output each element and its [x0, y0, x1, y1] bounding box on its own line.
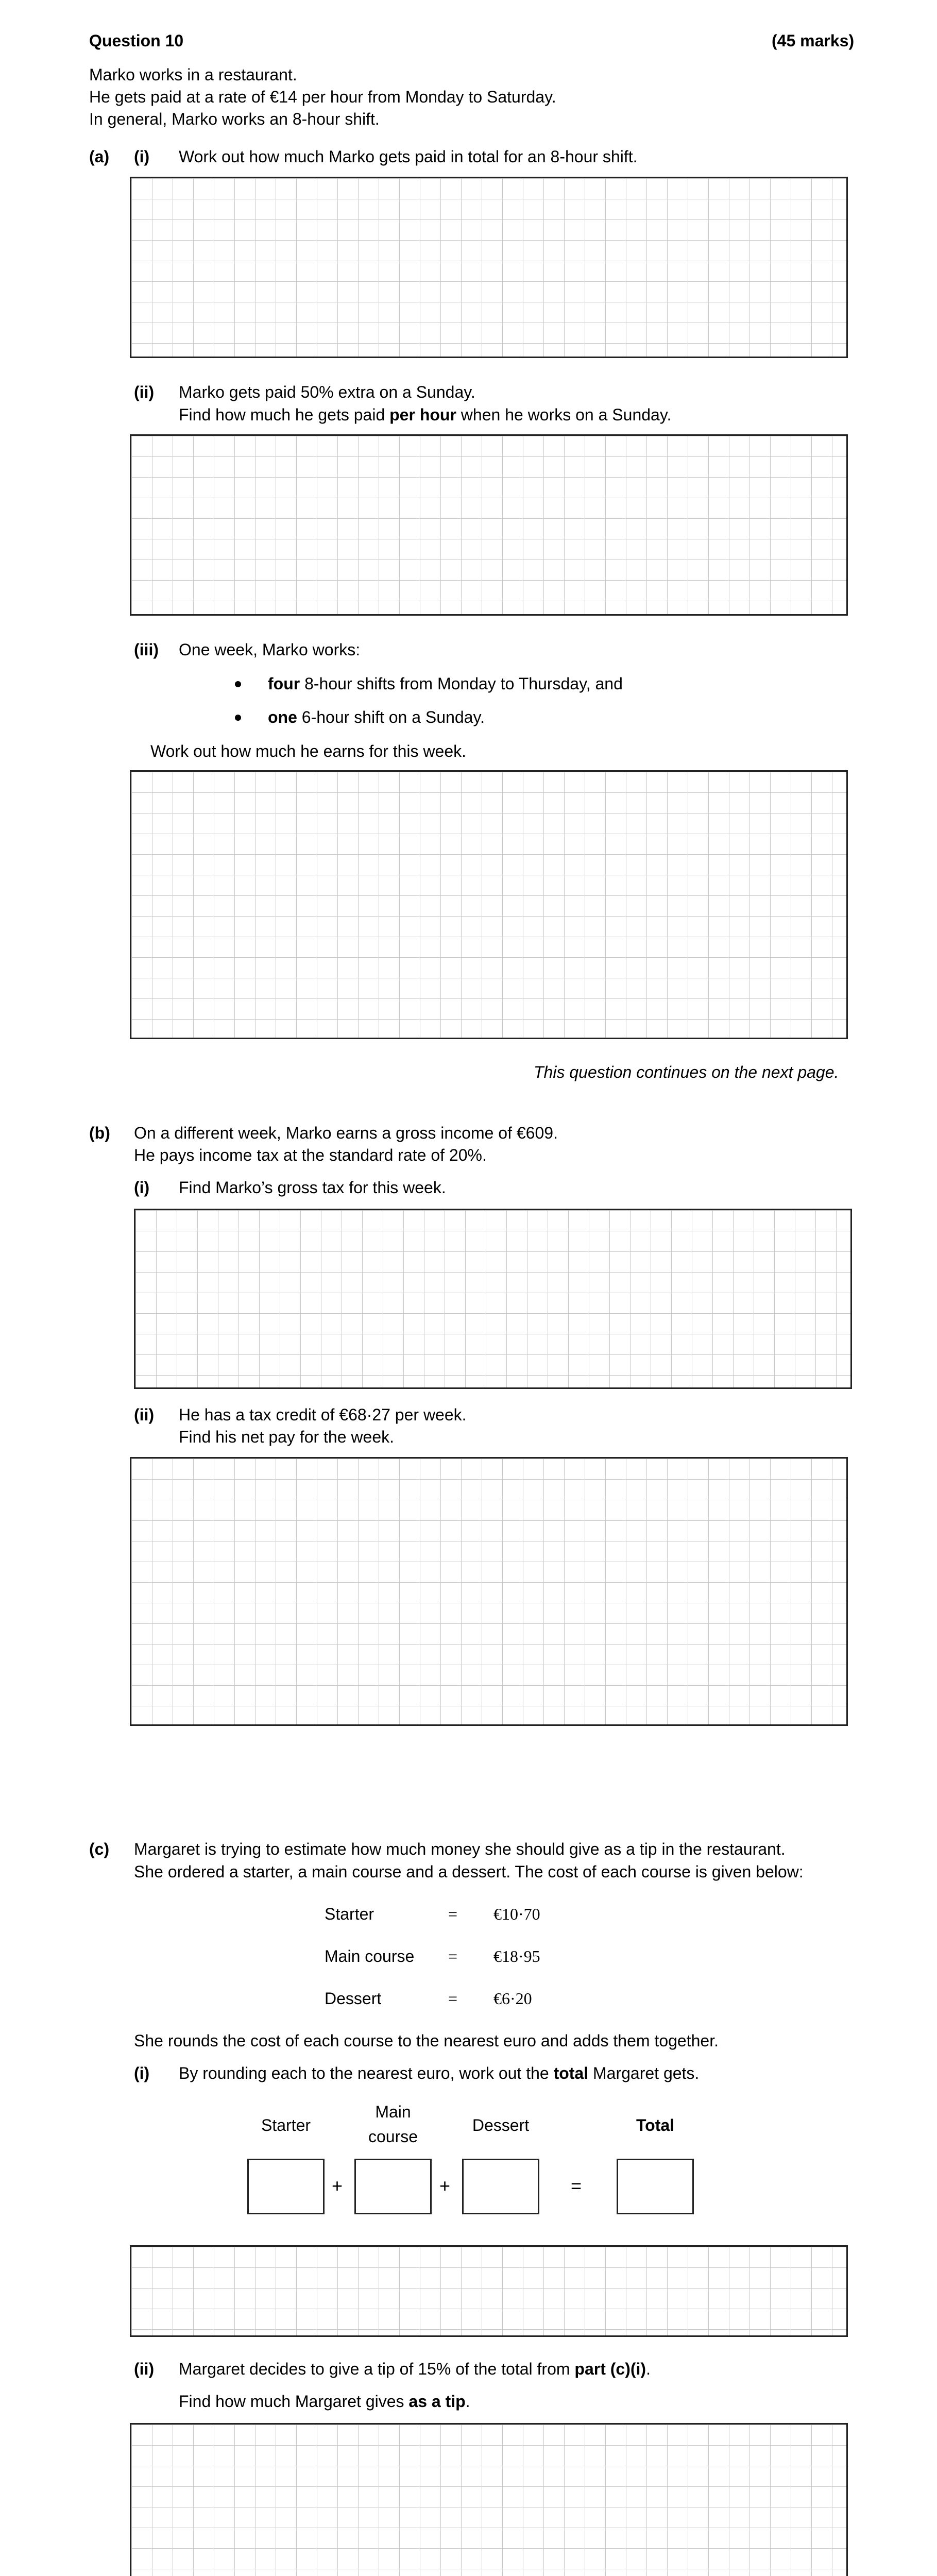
part-b-line-2: He pays income tax at the standard rate of 20%.: [134, 1146, 487, 1164]
part-a-ii-label: (ii): [134, 383, 155, 401]
header-starter: Starter: [261, 2116, 311, 2134]
header-total: Total: [636, 2116, 675, 2134]
part-c-line-1: Margaret is trying to estimate how much money she should give as a tip in the restaurant.: [134, 1840, 786, 1858]
part-b-ii-line-2: Find his net pay for the week.: [179, 1428, 394, 1446]
answer-grid-a-ii[interactable]: [130, 434, 848, 616]
intro-line-2: He gets paid at a rate of €14 per hour from Monday to Saturday.: [89, 88, 556, 106]
total-answer-box[interactable]: [617, 2159, 694, 2214]
part-c-rounding-text: She rounds the cost of each course to the nearest euro and adds them together.: [134, 2031, 719, 2050]
answer-grid-a-i[interactable]: [130, 177, 848, 358]
continue-note: This question continues on the next page.: [534, 1063, 839, 1081]
part-b-ii-label: (ii): [134, 1405, 155, 1424]
cost-name: Starter: [325, 1905, 374, 1923]
part-c-ii-label: (ii): [134, 2360, 155, 2378]
starter-answer-box[interactable]: [247, 2159, 325, 2214]
part-b-i-question: Find Marko’s gross tax for this week.: [179, 1178, 446, 1197]
part-b-line-1: On a different week, Marko earns a gross income of €609.: [134, 1124, 558, 1142]
part-a-ii-line-2: Find how much he gets paid per hour when he works on a Sunday.: [179, 405, 672, 424]
answer-grid-c-ii[interactable]: [130, 2423, 848, 2576]
answer-grid-a-iii[interactable]: [130, 770, 848, 1039]
part-c-i-label: (i): [134, 2064, 150, 2082]
equals-sign: =: [571, 2175, 582, 2196]
bullet-icon: [235, 681, 241, 687]
plus-sign: +: [332, 2175, 343, 2196]
part-a-iii-label: (iii): [134, 640, 159, 659]
header-main: Main: [375, 2103, 411, 2121]
cost-value: €18·95: [493, 1947, 540, 1965]
cost-name: Main course: [325, 1947, 415, 1965]
plus-sign: +: [439, 2175, 451, 2196]
part-c-line-2: She ordered a starter, a main course and a dessert. The cost of each course is given below:: [134, 1862, 804, 1881]
header-course: course: [368, 2127, 418, 2146]
part-a-label: (a): [89, 147, 110, 166]
part-a-iii-instruction: Work out how much he earns for this week.: [150, 742, 467, 760]
part-b-i-label: (i): [134, 1178, 150, 1197]
cost-equals: =: [448, 1989, 458, 2008]
header-dessert: Dessert: [472, 2116, 530, 2134]
dessert-answer-box[interactable]: [462, 2159, 539, 2214]
part-a-iii-bullet-2: one 6-hour shift on a Sunday.: [268, 708, 485, 726]
part-a-iii-intro: One week, Marko works:: [179, 640, 361, 659]
part-c-i-question: By rounding each to the nearest euro, work out the total Margaret gets.: [179, 2064, 700, 2082]
cost-equals: =: [448, 1905, 458, 1923]
part-c-ii-line-1: Margaret decides to give a tip of 15% of the total from part (c)(i).: [179, 2360, 651, 2378]
part-a-ii-line-1: Marko gets paid 50% extra on a Sunday.: [179, 383, 475, 401]
answer-grid-c-i[interactable]: [130, 2245, 848, 2337]
cost-value: €6·20: [493, 1989, 532, 2008]
answer-grid-b-ii[interactable]: [130, 1457, 848, 1726]
marks-total: (45 marks): [772, 31, 855, 50]
cost-value: €10·70: [493, 1905, 540, 1923]
answer-grid-b-i[interactable]: [134, 1209, 852, 1389]
cost-equals: =: [448, 1947, 458, 1965]
part-a-iii-bullet-1: four 8-hour shifts from Monday to Thursday, and: [268, 674, 623, 693]
part-b-label: (b): [89, 1124, 110, 1142]
part-a-i-question: Work out how much Marko gets paid in total for an 8-hour shift.: [179, 147, 638, 166]
question-title: Question 10: [89, 31, 184, 50]
part-a-i-label: (i): [134, 147, 150, 166]
part-c-ii-line-2: Find how much Margaret gives as a tip.: [179, 2392, 470, 2411]
cost-name: Dessert: [325, 1989, 382, 2008]
part-b-ii-line-1: He has a tax credit of €68·27 per week.: [179, 1405, 467, 1424]
main-course-answer-box[interactable]: [354, 2159, 432, 2214]
intro-line-3: In general, Marko works an 8-hour shift.: [89, 110, 380, 128]
part-c-label: (c): [89, 1840, 110, 1858]
intro-line-1: Marko works in a restaurant.: [89, 65, 297, 84]
bullet-icon: [235, 715, 241, 721]
